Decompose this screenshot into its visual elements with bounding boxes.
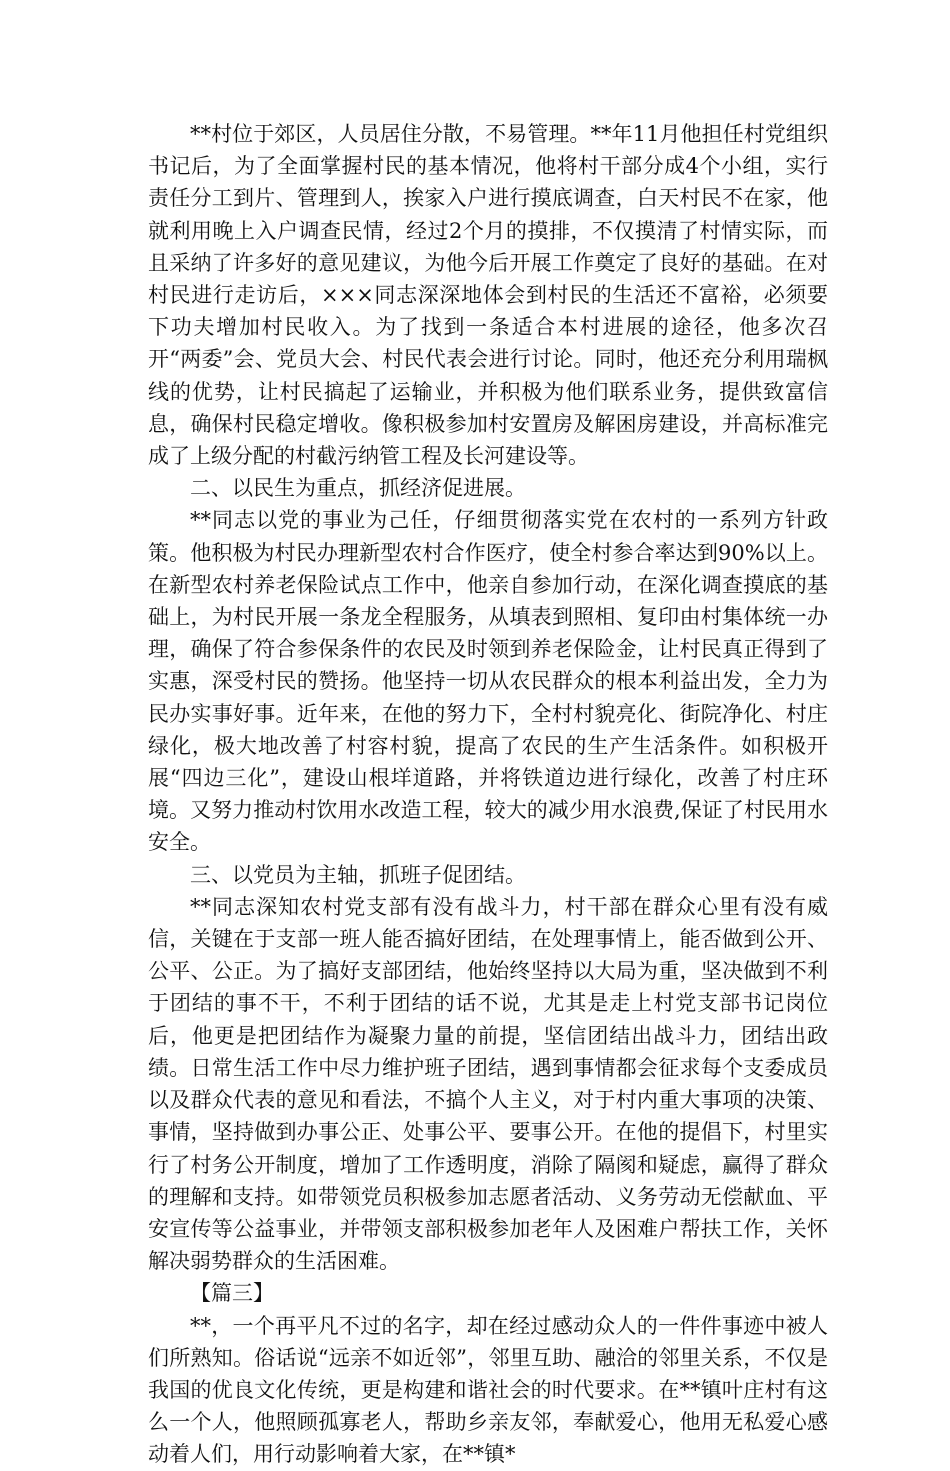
paragraph-village-management: **村位于郊区，人员居住分散，不易管理。**年11月他担任村党组织书记后，为了全面掌握村民的基本情况，他将村干部分成4个小组，实行责任分工到片、管理到人，挨家入户进行摸底调查，白天村民不在家，他就利用晚上入户调查民情，经过2个月的摸排，不仅摸清了村情实际，而且采纳了许多好的意见建议，为他今后开展工作奠定了良好的基础。在对村民进行走访后，×××同志深深地体会到村民的生活还不富裕，必须要下功夫增加村民收入。为了找到一条适合本村进展的途径，他多次召开“两委”会、党员大会、村民代表会进行讨论。同时，他还充分利用瑞枫线的优势，让村民搞起了运输业，并积极为他们联系业务，提供致富信息，确保村民稳定增收。像积极参加村安置房及解困房建设，并高标准完成了上级分配的村截污纳管工程及长河建设等。 — [148, 122, 828, 469]
paragraph-neighbor-help: **，一个再平凡不过的名字，却在经过感动众人的一件件事迹中被人们所熟知。俗话说“远亲不如近邻”，邻里互助、融洽的邻里关系，不仅是我国的优良文化传统，更是构建和谐社会的时代要求。在**镇叶庄村有这么一个人，他照顾孤寡老人，帮助乡亲友邻，奉献爱心，他用无私爱心感动着人们，用行动影响着大家，在**镇* — [148, 1313, 828, 1467]
paragraph-team-unity: **同志深知农村党支部有没有战斗力，村干部在群众心里有没有威信，关键在于支部一班人能否搞好团结，在处理事情上，能否做到公开、公平、公正。为了搞好支部团结，他始终坚持以大局为重，坚决做到不利于团结的事不干，不利于团结的话不说，尤其是走上村党支部书记岗位后，他更是把团结作为凝聚力量的前提，坚信团结出战斗力，团结出政绩。日常生活工作中尽力维护班子团结，遇到事情都会征求每个支委成员以及群众代表的意见和看法，不搞个人主义，对于村内重大事项的决策、事情，坚持做到办事公正、处事公平、要事公开。在他的提倡下，村里实行了村务公开制度，增加了工作透明度，消除了隔阂和疑虑，赢得了群众的理解和支持。如带领党员积极参加志愿者活动、义务劳动无偿献血、平安宣传等公益事业，并带领支部积极参加老年人及困难户帮扶工作，关怀解决弱势群众的生活困难。 — [148, 894, 828, 1274]
section-title-part-three: 【篇三】 — [190, 1281, 274, 1306]
document-body — [148, 118, 828, 1471]
paragraph-policy-implementation: **同志以党的事业为己任，仔细贯彻落实党在农村的一系列方针政策。他积极为村民办理新型农村合作医疗，使全村参合率达到90%以上。在新型农村养老保险试点工作中，他亲自参加行动，在深化调查摸底的基础上，为村民开展一条龙全程服务，从填表到照相、复印由村集体统一办理，确保了符合参保条件的农民及时领到养老保险金，让村民真正得到了实惠，深受村民的赞扬。他坚持一切从农民群众的根本利益出发，全力为民办实事好事。近年来，在他的努力下，全村村貌亮化、街院净化、村庄绿化，极大地改善了村容村貌，提高了农民的生产生活条件。如积极开展“四边三化”，建设山根垟道路，并将铁道边进行绿化，改善了村庄环境。又努力推动村饮用水改造工程，较大的减少用水浪费,保证了村民用水安全。 — [148, 508, 828, 855]
section-heading-livelihood: 二、以民生为重点，抓经济促进展。 — [190, 476, 526, 501]
section-heading-party-members: 三、以党员为主轴，抓班子促团结。 — [190, 862, 526, 887]
